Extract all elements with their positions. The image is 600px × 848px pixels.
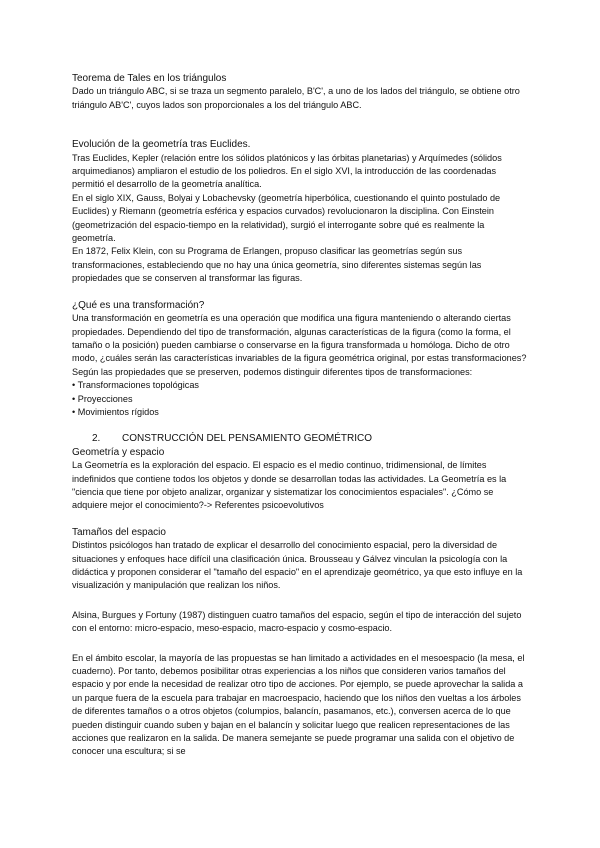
evolucion-paragraph-1: Tras Euclides, Kepler (relación entre los sólidos platónicos y las órbitas planetarias) y Arquímedes (sólidos arquimedianos) ampliaron el estudio de los poliedros. En el siglo XVI, la introducción de las coordenadas permitió el desarrollo de la geometría analítica. (72, 152, 502, 190)
evolucion-heading: Evolución de la geometría tras Euclides. (72, 139, 251, 151)
section-number: 2. (92, 433, 101, 445)
tales-paragraph: Dado un triángulo ABC, si se traza un segmento paralelo, B'C', a uno de los lados del triángulo, se obtiene otro triángulo AB'C', cuyos lados son proporcionales a los del triángulo ABC. (72, 86, 520, 110)
transformacion-paragraph-1: Una transformación en geometría es una operación que modifica una figura manteniendo o alterando ciertas propiedades. Dependiendo del tipo de transformación, algunas características de la figura (como la forma, el tamaño o la posición) pueden cambiarse o conservarse en la figura transformada u homóloga. Dicho de otro modo, ¿cuáles serán las características invariables de la figura geométrica original, por estas transformaciones? (72, 313, 527, 364)
spacer (72, 419, 530, 432)
document-body (72, 72, 530, 759)
spacer (72, 513, 530, 526)
geometria-paragraph: La Geometría es la exploración del espacio. El espacio es el medio continuo, tridimensional, de límites indefinidos que contiene todos los objetos y donde se desarrollan todas las actividades. La Geometría es la "ciencia que tiene por objeto analizar, organizar y sistematizar los conocimientos espaciales". ¿Cómo se adquiere mejor el conocimiento?-> Referentes psicoevolutivos (72, 460, 507, 511)
transformacion-heading: ¿Qué es una transformación? (72, 299, 205, 311)
geometria-heading: Geometría y espacio (72, 446, 165, 458)
spacer (72, 593, 530, 609)
section-title: CONSTRUCCIÓN DEL PENSAMIENTO GEOMÉTRICO (122, 433, 373, 445)
evolucion-paragraph-3: En 1872, Felix Klein, con su Programa de Erlangen, propuso clasificar las geometrías según sus transformaciones, estableciendo que no hay una única geometría, sino diferentes sistemas según las propiedades que se conserven al transformar las figuras. (72, 246, 482, 284)
spacer (72, 286, 530, 299)
list-item: • Movimientos rígidos (72, 406, 159, 417)
evolucion-paragraph-2: En el siglo XIX, Gauss, Bolyai y Lobachevsky (geometría hiperbólica, cuestionando el quinto postulado de Euclides) y Riemann (geometría esférica y espacios curvados) revolucionaron la disciplina. Con Einstein (geometrización del espacio-tiempo en la relatividad), surgió el interrogante sobre qué es realmente la geometría. (72, 192, 501, 244)
spacer (72, 112, 530, 138)
tales-heading: Teorema de Tales en los triángulos (72, 73, 227, 84)
transformacion-paragraph-2: Según las propiedades que se preserven, podemos distinguir diferentes tipos de transformaciones: (72, 366, 473, 377)
list-item: • Proyecciones (72, 393, 133, 404)
section-2-heading (72, 432, 530, 445)
list-item: • Transformaciones topológicas (72, 380, 199, 391)
tamanos-heading: Tamaños del espacio (72, 526, 166, 538)
spacer (72, 636, 530, 652)
tamanos-paragraph-2: Alsina, Burgues y Fortuny (1987) distinguen cuatro tamaños del espacio, según el tipo de interacción del sujeto con el entorno: micro-espacio, meso-espacio, macro-espacio y cosmo-espacio. (72, 609, 522, 634)
tamanos-paragraph-3: En el ámbito escolar, la mayoría de las propuestas se han limitado a actividades en el mesoespacio (la mesa, el cuaderno). Por tanto, debemos posibilitar otras experiencias a los niños que consideren varios tamaños del espacio y por ende la necesidad de realizar otro tipo de acciones. Por ejemplo, se puede aprovechar la salida a un parque fuera de la escuela para trabajar en macroespacio, haciendo que los niños den vueltas a los árboles de diferentes tamaños o a otros objetos (columpios, balancín, pasamanos, etc.), conversen acerca de lo que pueden distinguir cuando suben y bajan en el balancín y solicitar luego que realicen representaciones de las acciones que realizaron en la salida. De manera semejante se puede programar una salida con el objetivo de conocer una escultura; si se (72, 652, 525, 757)
tamanos-paragraph-1: Distintos psicólogos han tratado de explicar el desarrollo del conocimiento espacial, pero la diversidad de situaciones y enfoques hace difícil una clasificación única. Brousseau y Gálvez vinculan la psicología con la didáctica y proponen considerar el "tamaño del espacio" en el aprendizaje geométrico, ya que esto influye en la visualización y manipulación que realizan los niños. (72, 540, 523, 591)
